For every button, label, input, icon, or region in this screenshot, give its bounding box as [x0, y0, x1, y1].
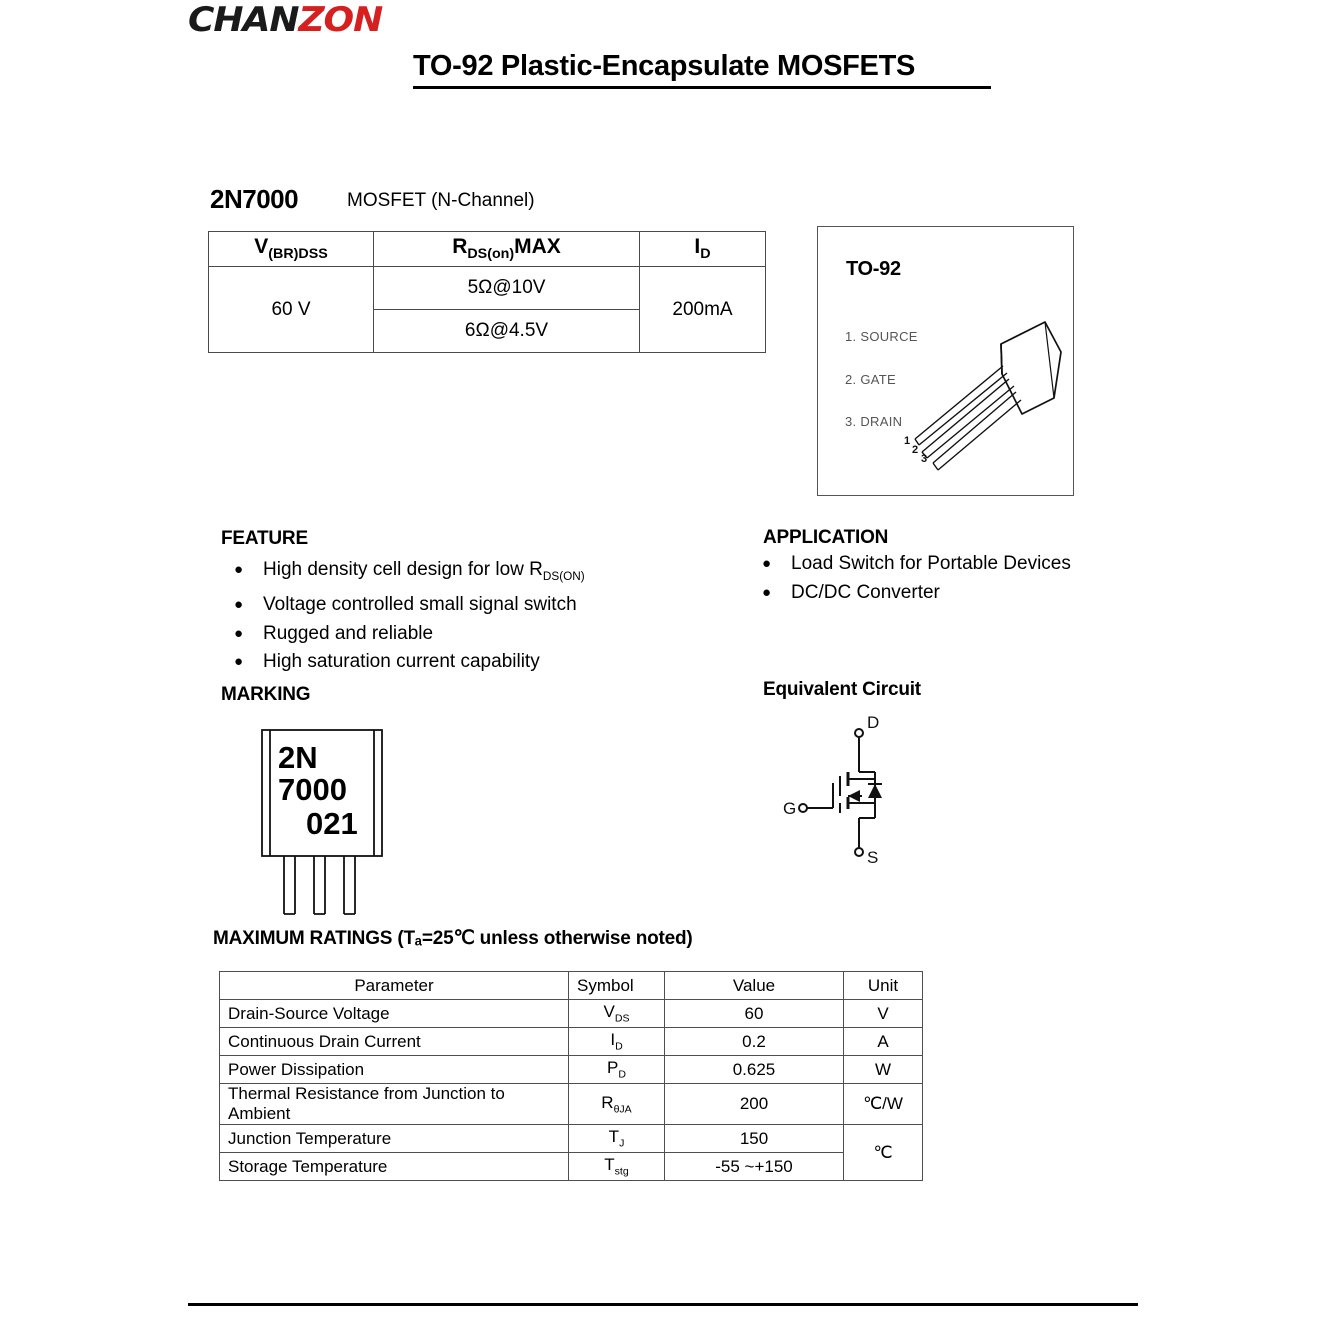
marking-line-2: 7000 — [278, 772, 347, 807]
application-heading: APPLICATION — [763, 527, 889, 548]
list-item: ● Voltage controlled small signal switch — [263, 591, 585, 620]
bullet-icon: ● — [234, 624, 244, 642]
spec-value-rdson-2: 6Ω@4.5V — [374, 310, 640, 353]
lead-number-1: 1 — [904, 435, 911, 447]
footer-rule — [188, 1303, 1138, 1306]
spec-summary-table — [208, 231, 766, 353]
spec-value-rdson-1: 5Ω@10V — [374, 267, 640, 310]
list-item: ● High saturation current capability — [263, 648, 585, 677]
pin-label-source: 1. SOURCE — [845, 329, 918, 344]
marking-heading: MARKING — [221, 684, 311, 705]
substrate-arrow-icon — [848, 790, 860, 802]
column-header-symbol: Symbol — [569, 972, 665, 1000]
terminal-label-drain: D — [867, 713, 880, 732]
list-item: ● Rugged and reliable — [263, 620, 585, 649]
table-row — [209, 267, 766, 310]
table-row — [209, 232, 766, 267]
rating-symbol: $P_D$ — [569, 1056, 665, 1084]
rating-value: 0.2 — [665, 1028, 844, 1056]
rating-symbol: $T_{stg}$ — [569, 1153, 665, 1181]
table-row — [220, 1084, 923, 1125]
spec-header-id: $I_D$ — [640, 232, 766, 267]
list-item: ● DC/DC Converter — [791, 578, 1071, 607]
rating-symbol: $R_{\theta JA}$ — [569, 1084, 665, 1125]
maximum-ratings-heading: MAXIMUM RATINGS (Tₐ=25℃ unless otherwise noted) — [213, 928, 693, 949]
rating-value: 200 — [665, 1084, 844, 1125]
maximum-ratings-table — [219, 971, 923, 1181]
rating-value: -55 ~+150 — [665, 1153, 844, 1181]
rating-value: 60 — [665, 1000, 844, 1028]
rating-unit: V — [844, 1000, 923, 1028]
brand-logo — [188, 0, 382, 40]
table-row — [220, 1125, 923, 1153]
body-diode-icon — [868, 784, 882, 798]
rating-parameter: Junction Temperature — [220, 1125, 569, 1153]
pin-label-gate: 2. GATE — [845, 372, 896, 387]
to92-package-drawing — [817, 226, 1074, 496]
part-number: 2N7000 — [210, 184, 299, 214]
bullet-icon: ● — [762, 555, 772, 572]
rating-value: 0.625 — [665, 1056, 844, 1084]
equivalent-circuit-heading: Equivalent Circuit — [763, 679, 921, 700]
rating-parameter: Storage Temperature — [220, 1153, 569, 1181]
brand-logo-dark-text: CHAN — [188, 0, 299, 40]
table-row — [220, 1056, 923, 1084]
application-list — [762, 549, 1071, 607]
spec-value-vbrdss: 60 V — [209, 267, 374, 353]
rating-unit: ℃/W — [844, 1084, 923, 1125]
feature-heading: FEATURE — [221, 528, 308, 549]
bullet-icon: ● — [234, 561, 244, 578]
page-title: TO-92 Plastic-Encapsulate MOSFETS — [413, 50, 916, 82]
mosfet-symbol-drawing — [770, 710, 970, 890]
brand-logo-red-text: ZON — [298, 0, 383, 40]
spec-header-vbrdss: $V_{(BR)DSS}$ — [209, 232, 374, 267]
bullet-icon: ● — [762, 584, 772, 601]
part-description: MOSFET (N-Channel) — [347, 190, 535, 211]
list-item: ● Load Switch for Portable Devices — [791, 549, 1071, 578]
terminal-label-gate: G — [783, 799, 797, 818]
rating-parameter: Drain-Source Voltage — [220, 1000, 569, 1028]
rating-unit: W — [844, 1056, 923, 1084]
title-underline — [413, 86, 991, 89]
rating-symbol: $I_D$ — [569, 1028, 665, 1056]
feature-list — [234, 556, 585, 677]
rating-parameter: Continuous Drain Current — [220, 1028, 569, 1056]
rating-value: 150 — [665, 1125, 844, 1153]
table-row — [220, 1153, 923, 1181]
table-header-row — [220, 972, 923, 1000]
bullet-icon: ● — [234, 653, 244, 671]
lead-number-3: 3 — [921, 453, 928, 465]
spec-value-id: 200mA — [640, 267, 766, 353]
rating-symbol: $T_J$ — [569, 1125, 665, 1153]
column-header-parameter: Parameter — [220, 972, 569, 1000]
pin-label-drain: 3. DRAIN — [845, 414, 903, 429]
rating-unit-merged: ℃ — [844, 1125, 923, 1181]
column-header-value: Value — [665, 972, 844, 1000]
spec-header-rdson: $R_{DS(on)}MAX$ — [374, 232, 640, 267]
marking-line-1: 2N — [278, 740, 318, 775]
terminal-label-source: S — [867, 848, 879, 867]
table-row — [220, 1000, 923, 1028]
table-row — [220, 1028, 923, 1056]
marking-line-3: 021 — [306, 806, 358, 841]
rating-unit: A — [844, 1028, 923, 1056]
lead-number-2: 2 — [912, 444, 919, 456]
list-item: ● High density cell design for low $R_{DS(ON)}$ — [263, 556, 585, 591]
rating-symbol: $V_{DS}$ — [569, 1000, 665, 1028]
rating-parameter: Thermal Resistance from Junction to Ambient — [220, 1084, 569, 1125]
package-title: TO-92 — [846, 258, 901, 280]
bullet-icon: ● — [234, 596, 244, 614]
column-header-unit: Unit — [844, 972, 923, 1000]
rating-parameter: Power Dissipation — [220, 1056, 569, 1084]
